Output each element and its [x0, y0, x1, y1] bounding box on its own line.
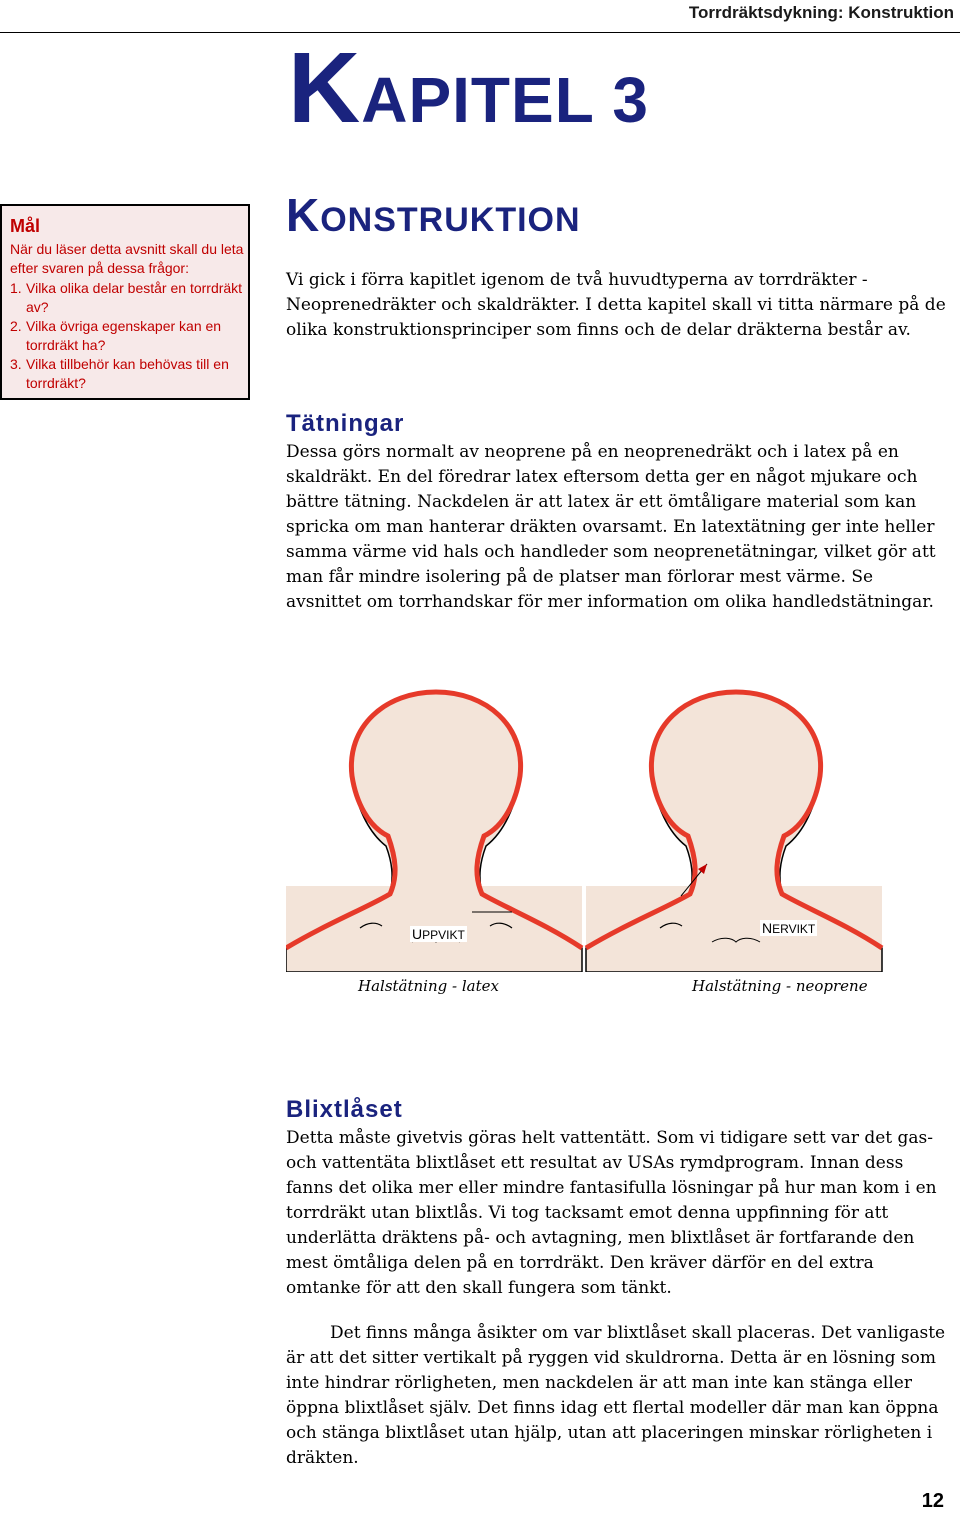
goal-question-number: 3.: [10, 356, 22, 372]
zipper-heading: Blixtlåset: [286, 1096, 403, 1123]
page-number: 12: [921, 1490, 944, 1512]
chapter-title-rest: APITEL 3: [361, 64, 649, 136]
seals-paragraph: Dessa görs normalt av neoprene på en neoprenedräkt och i latex på en skaldräkt. En del föredrar latex eftersom detta ger en något mjukare och bättre tätning. Nackdelen är att latex är ett ömtåligare material som kan spricka om man hanterar dräkten ovarsamt. En latextätning ger inte heller samma värme vid hals och handleder som neoprenetätningar, vilket gör att man får mindre isolering på de platser man förlorar mest värme. Se avsnittet om torrhandskar för mer information om olika handledstätningar.: [286, 442, 936, 612]
goal-title: Mål: [10, 216, 41, 236]
goal-question-text: Vilka tillbehör kan behövas till en torrdräkt?: [26, 356, 229, 391]
section-title-rest: ONSTRUKTION: [320, 201, 581, 239]
goal-question: [10, 317, 246, 355]
label-upfold-rest: PPVIKT: [422, 928, 465, 942]
chapter-title-initial: K: [288, 32, 362, 144]
goal-question: [10, 279, 246, 317]
label-upfold: [410, 926, 467, 942]
zipper-paragraph-2: Det finns många åsikter om var blixtlåset skall placeras. Det vanligaste är att det sitter vertikalt på ryggen vid skuldrorna. Detta är en lösning som inte hindrar rörligheten, men nackdelen är att man inte kan stänga eller öppna blixtlåset själv. Det finns idag ett flertal modeller där man kan öppna och stänga blixtlåset utan hjälp, utan att placeringen minskar rörligheten i dräkten.: [286, 1323, 946, 1468]
label-downfold-rest: ERVIKT: [772, 922, 816, 936]
section-title-initial: K: [286, 189, 321, 241]
header-rule: [0, 32, 960, 33]
goal-box: [0, 204, 250, 400]
chapter-title: [288, 32, 649, 150]
caption-neoprene-seal: Halstätning - neoprene: [692, 977, 868, 995]
goal-box-background: [2, 206, 248, 398]
goal-question-list: [10, 279, 246, 393]
goal-question-text: Vilka olika delar består en torrdräkt av?: [26, 280, 243, 315]
zipper-paragraph-1: Detta måste givetvis göras helt vattentätt. Som vi tidigare sett var det gas- och vattentäta blixtlåset ett resultat av USAs rymdprogram. Innan dess fanns det olika mer eller mindre fantasifulla lösningar på hur man kom i en torrdräkt utan blixtlås. Vi tog tacksamt emot denna uppfinning för att underlätta dräktens på- och avtagning, men blixtlåset är fortfarande den mest ömtåliga delen på en torrdräkt. Den kräver därför en del extra omtanke för att den skall fungera som tänkt.: [286, 1128, 937, 1298]
section-title: [286, 188, 581, 242]
caption-latex-seal: Halstätning - latex: [358, 977, 499, 995]
goal-question-text: Vilka övriga egenskaper kan en torrdräkt ha?: [26, 318, 222, 353]
running-header: Torrdräktsdykning: Konstruktion: [688, 3, 954, 22]
goal-intro: När du läser detta avsnitt skall du leta efter svaren på dessa frågor:: [10, 241, 244, 276]
intro-paragraph: Vi gick i förra kapitlet igenom de två huvudtyperna av torrdräkter - Neoprenedräkter och skaldräkter. I detta kapitel skall vi titta närmare på de olika konstruktionsprinciper som finns och de delar dräkterna består av.: [286, 270, 946, 340]
head-neoprene-seal: [586, 692, 882, 972]
label-upfold-initial: U: [412, 926, 423, 942]
label-downfold-initial: N: [762, 920, 773, 936]
goal-question-number: 2.: [10, 318, 22, 334]
goal-question-number: 1.: [10, 280, 22, 296]
seals-heading: Tätningar: [286, 410, 405, 437]
neck-seal-figure: [286, 686, 886, 972]
goal-question: [10, 355, 246, 393]
label-downfold: [760, 920, 817, 936]
